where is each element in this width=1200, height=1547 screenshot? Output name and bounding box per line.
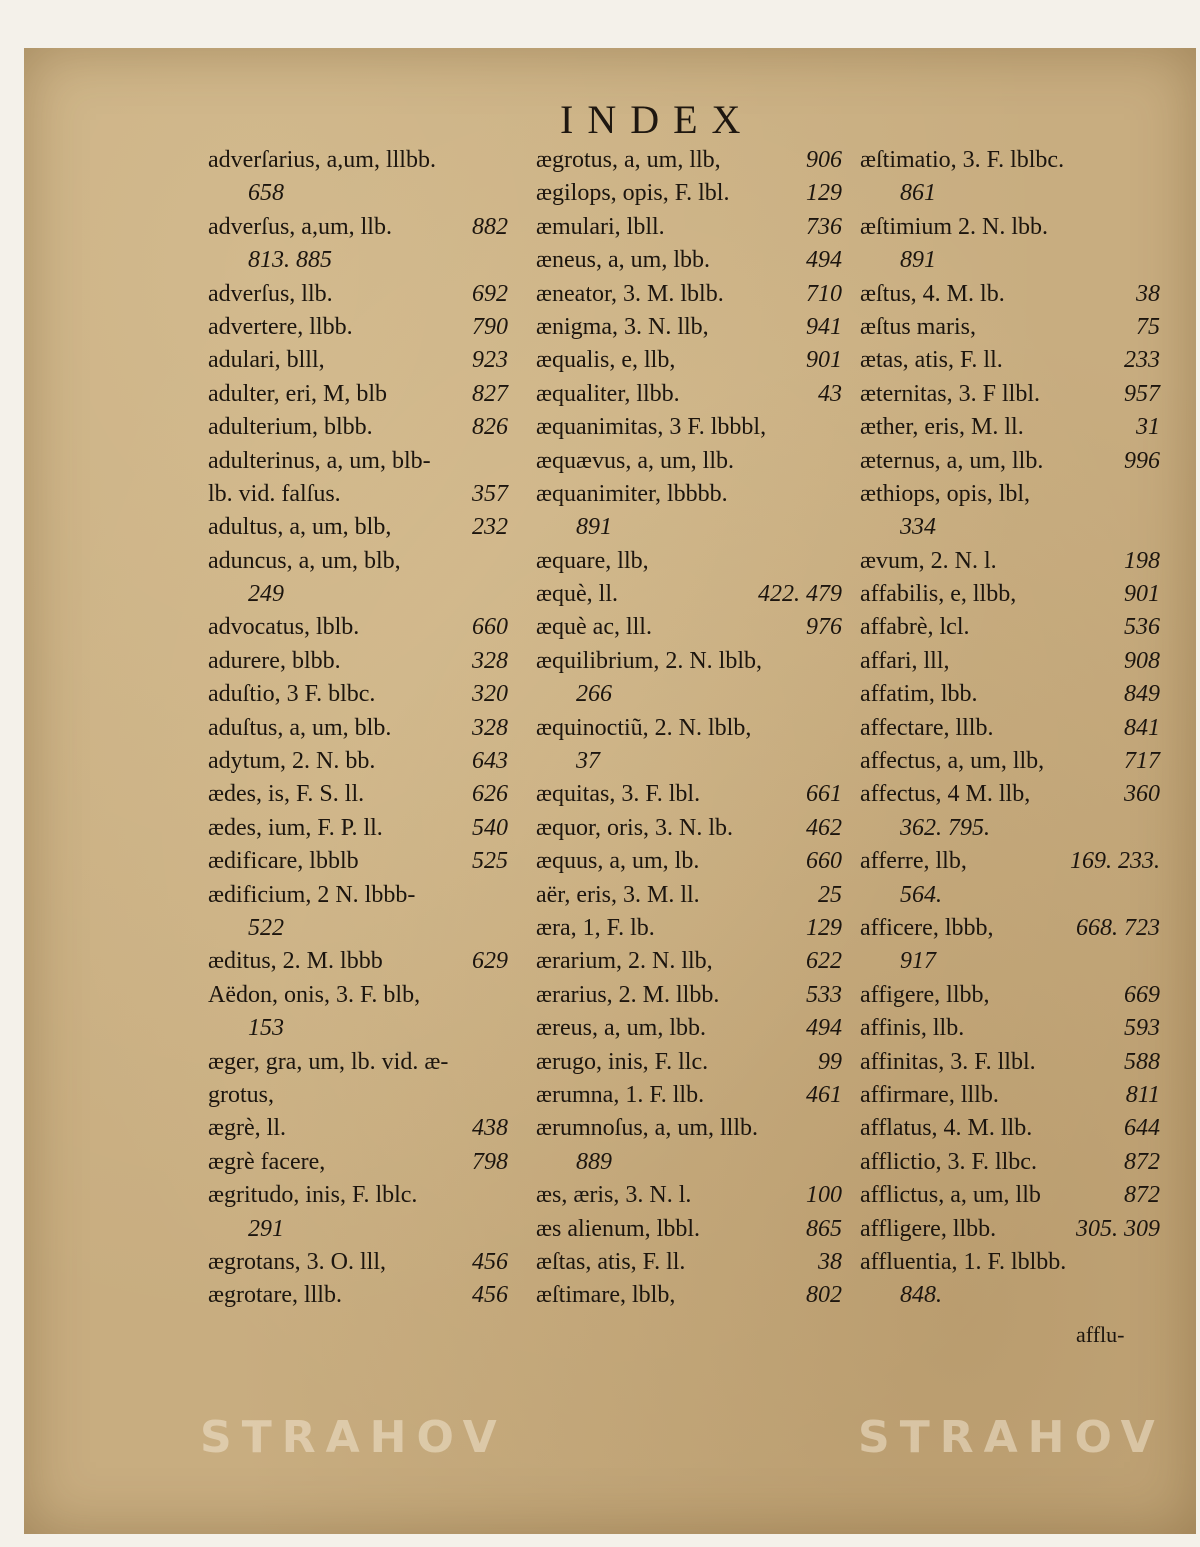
index-entry xyxy=(208,879,508,912)
entry-page-number: 661 xyxy=(806,781,842,808)
index-entry xyxy=(536,578,842,611)
index-entry xyxy=(860,1012,1160,1045)
entry-page-number: 660 xyxy=(806,848,842,875)
index-entry xyxy=(860,144,1160,177)
index-entry xyxy=(208,211,508,244)
entry-page-number: 872 xyxy=(1124,1148,1160,1175)
entry-page-number: 790 xyxy=(472,313,508,340)
entry-page-number: 37 xyxy=(576,748,600,775)
index-entry xyxy=(208,244,508,277)
entry-page-number: 996 xyxy=(1124,447,1160,474)
entry-page-number: 456 xyxy=(472,1248,508,1275)
entry-term: advertere, llbb. xyxy=(208,313,353,340)
entry-term: ætas, atis, F. ll. xyxy=(860,347,1003,374)
entry-term: æſtimium 2. N. lbb. xyxy=(860,213,1049,240)
entry-term: æditus, 2. M. lbbb xyxy=(208,948,383,975)
index-entry xyxy=(860,912,1160,945)
entry-term: æquitas, 3. F. lbl. xyxy=(536,781,701,808)
entry-term: æternus, a, um, llb. xyxy=(860,447,1044,474)
entry-page-number: 198 xyxy=(1124,547,1160,574)
entry-term: ægritudo, inis, F. lblc. xyxy=(208,1182,418,1209)
entry-page-number: 891 xyxy=(576,514,612,541)
index-entry xyxy=(208,478,508,511)
index-entry xyxy=(208,611,508,644)
entry-term: afflictio, 3. F. llbc. xyxy=(860,1148,1037,1175)
index-entry xyxy=(860,344,1160,377)
index-entry xyxy=(208,511,508,544)
index-entry xyxy=(208,177,508,210)
entry-page-number: 462 xyxy=(806,814,842,841)
entry-term: æqualiter, llbb. xyxy=(536,380,680,407)
entry-term: affinitas, 3. F. llbl. xyxy=(860,1048,1036,1075)
index-entry xyxy=(208,545,508,578)
index-entry xyxy=(208,1279,508,1312)
index-entry xyxy=(208,945,508,978)
entry-page-number: 362. 795. xyxy=(900,814,990,841)
entry-term: æquè ac, lll. xyxy=(536,614,652,641)
entry-page-number: 533 xyxy=(806,981,842,1008)
entry-page-number: 811 xyxy=(1125,1081,1160,1108)
entry-term: adulterinus, a, um, blb- xyxy=(208,447,431,474)
index-entry xyxy=(208,1246,508,1279)
entry-page-number: 461 xyxy=(806,1081,842,1108)
entry-page-number: 153 xyxy=(248,1015,284,1042)
entry-term: adulterium, blbb. xyxy=(208,414,373,441)
index-entry xyxy=(536,478,842,511)
entry-page-number: 305. 309 xyxy=(1076,1215,1160,1242)
index-entry xyxy=(860,311,1160,344)
entry-page-number: 692 xyxy=(472,280,508,307)
entry-page-number: 901 xyxy=(806,347,842,374)
entry-page-number: 660 xyxy=(472,614,508,641)
entry-page-number: 717 xyxy=(1124,748,1160,775)
entry-term: æqualis, e, llb, xyxy=(536,347,676,374)
index-entry xyxy=(536,1179,842,1212)
entry-term: affectare, lllb. xyxy=(860,714,994,741)
entry-page-number: 941 xyxy=(806,313,842,340)
entry-page-number: 872 xyxy=(1124,1182,1160,1209)
index-entry xyxy=(208,344,508,377)
index-entry xyxy=(860,812,1160,845)
entry-term: æſtimare, lblb, xyxy=(536,1282,676,1309)
index-entry xyxy=(208,1213,508,1246)
index-entry xyxy=(536,979,842,1012)
index-entry xyxy=(536,244,842,277)
index-entry xyxy=(536,678,842,711)
index-entry xyxy=(208,912,508,945)
index-entry xyxy=(208,712,508,745)
index-entry xyxy=(208,812,508,845)
entry-term: ærumna, 1. F. llb. xyxy=(536,1081,705,1108)
index-entry xyxy=(860,712,1160,745)
entry-term: æquanimitas, 3 F. lbbbl, xyxy=(536,414,767,441)
entry-page-number: 320 xyxy=(472,681,508,708)
watermark-left: STRAHOV xyxy=(200,1412,507,1463)
entry-page-number: 849 xyxy=(1124,681,1160,708)
index-entry xyxy=(860,778,1160,811)
entry-term: affirmare, lllb. xyxy=(860,1081,999,1108)
index-entry xyxy=(860,879,1160,912)
entry-term: lb. vid. falſus. xyxy=(208,480,341,507)
entry-term: æs alienum, lbbl. xyxy=(536,1215,700,1242)
entry-page-number: 861 xyxy=(900,180,936,207)
entry-page-number: 456 xyxy=(472,1282,508,1309)
entry-page-number: 891 xyxy=(900,247,936,274)
entry-term: adulter, eri, M, blb xyxy=(208,380,387,407)
entry-page-number: 233 xyxy=(1124,347,1160,374)
entry-term: adulari, blll, xyxy=(208,347,325,374)
index-entry xyxy=(860,177,1160,210)
entry-page-number: 593 xyxy=(1124,1015,1160,1042)
entry-page-number: 827 xyxy=(472,380,508,407)
entry-term: ægrè facere, xyxy=(208,1148,326,1175)
index-entry xyxy=(860,211,1160,244)
index-entry xyxy=(536,1012,842,1045)
entry-term: æquor, oris, 3. N. lb. xyxy=(536,814,734,841)
entry-page-number: 38 xyxy=(1136,280,1160,307)
index-entry xyxy=(536,845,842,878)
index-entry xyxy=(536,278,842,311)
entry-term: æquinoctiũ, 2. N. lblb, xyxy=(536,714,752,741)
index-entry xyxy=(208,1012,508,1045)
entry-page-number: 736 xyxy=(806,213,842,240)
entry-term: adverſarius, a,um, lllbb. xyxy=(208,147,436,173)
watermark-right: STRAHOV xyxy=(858,1412,1165,1463)
entry-term: ævum, 2. N. l. xyxy=(860,547,997,574)
index-entry xyxy=(536,1112,842,1145)
entry-term: ægrè, ll. xyxy=(208,1115,286,1142)
index-entry xyxy=(536,311,842,344)
index-entry xyxy=(860,545,1160,578)
entry-page-number: 658 xyxy=(248,180,284,207)
entry-page-number: 908 xyxy=(1124,647,1160,674)
entry-term: æſtas, atis, F. ll. xyxy=(536,1248,686,1275)
index-entry xyxy=(860,979,1160,1012)
entry-term: æneator, 3. M. lblb. xyxy=(536,280,724,307)
entry-term: ægilops, opis, F. lbl. xyxy=(536,180,730,207)
index-entry xyxy=(860,1213,1160,1246)
entry-page-number: 38 xyxy=(818,1248,842,1275)
entry-term: adultus, a, um, blb, xyxy=(208,514,392,541)
index-entry xyxy=(860,1279,1160,1312)
entry-term: affatim, lbb. xyxy=(860,681,978,708)
index-entry xyxy=(208,745,508,778)
index-entry xyxy=(536,1213,842,1246)
index-entry xyxy=(860,278,1160,311)
index-column-3 xyxy=(860,144,1160,1313)
index-entry xyxy=(536,411,842,444)
index-entry xyxy=(860,845,1160,878)
entry-page-number: 540 xyxy=(472,814,508,841)
index-entry xyxy=(536,511,842,544)
entry-term: ægrotus, a, um, llb, xyxy=(536,147,721,173)
entry-page-number: 43 xyxy=(818,380,842,407)
entry-term: aduncus, a, um, blb, xyxy=(208,547,401,574)
entry-page-number: 976 xyxy=(806,614,842,641)
entry-page-number: 75 xyxy=(1136,313,1160,340)
entry-term: ænigma, 3. N. llb, xyxy=(536,313,709,340)
entry-page-number: 360 xyxy=(1124,781,1160,808)
entry-page-number: 291 xyxy=(248,1215,284,1242)
entry-page-number: 536 xyxy=(1124,614,1160,641)
entry-term: æs, æris, 3. N. l. xyxy=(536,1182,692,1209)
entry-page-number: 889 xyxy=(576,1148,612,1175)
index-entry xyxy=(536,712,842,745)
index-entry xyxy=(208,578,508,611)
entry-term: affigere, llbb, xyxy=(860,981,990,1008)
entry-term: aër, eris, 3. M. ll. xyxy=(536,881,700,908)
entry-term: æger, gra, um, lb. vid. æ- xyxy=(208,1048,449,1075)
catchword: afflu- xyxy=(1076,1322,1125,1347)
page-title: INDEX xyxy=(560,97,755,142)
entry-term: ædes, ium, F. P. ll. xyxy=(208,814,383,841)
entry-term: affligere, llbb. xyxy=(860,1215,997,1242)
index-entry xyxy=(536,611,842,644)
index-entry xyxy=(208,645,508,678)
index-entry xyxy=(536,945,842,978)
entry-term: ædificare, lbblb xyxy=(208,848,359,875)
entry-page-number: 525 xyxy=(472,848,508,875)
index-entry xyxy=(536,745,842,778)
index-entry xyxy=(860,1112,1160,1145)
entry-page-number: 865 xyxy=(806,1215,842,1242)
entry-term: ærumnoſus, a, um, lllb. xyxy=(536,1115,758,1142)
entry-page-number: 249 xyxy=(248,581,284,608)
entry-term: æquare, llb, xyxy=(536,547,649,574)
index-entry xyxy=(860,945,1160,978)
entry-page-number: 266 xyxy=(576,681,612,708)
entry-term: æmulari, lbll. xyxy=(536,213,665,240)
index-entry xyxy=(536,1279,842,1312)
index-entry xyxy=(536,144,842,177)
index-entry xyxy=(536,378,842,411)
index-entry xyxy=(208,278,508,311)
index-entry xyxy=(860,1179,1160,1212)
entry-term: æſtus, 4. M. lb. xyxy=(860,280,1005,307)
entry-page-number: 129 xyxy=(806,914,842,941)
entry-term: afflictus, a, um, llb xyxy=(860,1182,1041,1209)
index-entry xyxy=(536,211,842,244)
entry-page-number: 328 xyxy=(472,647,508,674)
entry-term: æra, 1, F. lb. xyxy=(536,914,655,941)
index-entry xyxy=(536,879,842,912)
entry-page-number: 643 xyxy=(472,748,508,775)
entry-page-number: 564. xyxy=(900,881,942,908)
entry-term: ægrotans, 3. O. lll, xyxy=(208,1248,386,1275)
index-entry xyxy=(208,1112,508,1145)
index-entry xyxy=(536,445,842,478)
index-entry xyxy=(208,778,508,811)
entry-term: affluentia, 1. F. lblbb. xyxy=(860,1248,1067,1275)
index-entry xyxy=(860,1079,1160,1112)
entry-page-number: 422. 479 xyxy=(758,581,842,608)
entry-term: æquilibrium, 2. N. lblb, xyxy=(536,647,763,674)
entry-page-number: 906 xyxy=(806,147,842,173)
entry-page-number: 31 xyxy=(1136,414,1160,441)
entry-term: affectus, 4 M. llb, xyxy=(860,781,1031,808)
index-entry xyxy=(536,1046,842,1079)
entry-term: æthiops, opis, lbl, xyxy=(860,480,1031,507)
entry-term: adurere, blbb. xyxy=(208,647,341,674)
index-entry xyxy=(208,845,508,878)
entry-term: grotus, xyxy=(208,1081,274,1108)
entry-page-number: 710 xyxy=(806,280,842,307)
entry-term: ægrotare, lllb. xyxy=(208,1282,342,1309)
entry-page-number: 669 xyxy=(1124,981,1160,1008)
entry-page-number: 882 xyxy=(472,213,508,240)
index-entry xyxy=(208,311,508,344)
entry-term: ærarius, 2. M. llbb. xyxy=(536,981,720,1008)
entry-term: æternitas, 3. F llbl. xyxy=(860,380,1040,407)
index-entry xyxy=(208,1046,508,1079)
entry-term: adverſus, a,um, llb. xyxy=(208,213,392,240)
index-entry xyxy=(860,1146,1160,1179)
index-entry xyxy=(536,778,842,811)
index-entry xyxy=(208,411,508,444)
entry-page-number: 802 xyxy=(806,1282,842,1309)
index-column-1 xyxy=(208,144,508,1313)
entry-page-number: 923 xyxy=(472,347,508,374)
entry-term: affabrè, lcl. xyxy=(860,614,970,641)
index-entry xyxy=(860,378,1160,411)
entry-term: afferre, llb, xyxy=(860,848,967,875)
index-entry xyxy=(536,1079,842,1112)
index-entry xyxy=(208,979,508,1012)
index-entry xyxy=(536,344,842,377)
index-entry xyxy=(536,1246,842,1279)
entry-page-number: 848. xyxy=(900,1282,942,1309)
entry-page-number: 826 xyxy=(472,414,508,441)
entry-term: ædificium, 2 N. lbbb- xyxy=(208,881,416,908)
entry-term: affinis, llb. xyxy=(860,1015,965,1042)
index-entry xyxy=(860,578,1160,611)
entry-term: æquanimiter, lbbbb. xyxy=(536,480,728,507)
entry-page-number: 813. 885 xyxy=(248,247,332,274)
entry-page-number: 522 xyxy=(248,914,284,941)
entry-term: adytum, 2. N. bb. xyxy=(208,748,376,775)
entry-page-number: 328 xyxy=(472,714,508,741)
entry-page-number: 626 xyxy=(472,781,508,808)
index-entry xyxy=(860,445,1160,478)
index-entry xyxy=(860,745,1160,778)
entry-page-number: 438 xyxy=(472,1115,508,1142)
entry-page-number: 644 xyxy=(1124,1115,1160,1142)
index-entry xyxy=(536,645,842,678)
entry-term: affabilis, e, llbb, xyxy=(860,581,1017,608)
index-entry xyxy=(860,645,1160,678)
index-entry xyxy=(860,478,1160,511)
index-column-2 xyxy=(536,144,842,1313)
index-entry xyxy=(860,1046,1160,1079)
entry-page-number: 957 xyxy=(1124,380,1160,407)
entry-term: afflatus, 4. M. llb. xyxy=(860,1115,1033,1142)
index-entry xyxy=(208,1146,508,1179)
entry-page-number: 588 xyxy=(1124,1048,1160,1075)
index-entry xyxy=(860,678,1160,711)
index-entry xyxy=(208,1079,508,1112)
entry-term: æquè, ll. xyxy=(536,581,618,608)
entry-term: æreus, a, um, lbb. xyxy=(536,1015,706,1042)
entry-term: affari, lll, xyxy=(860,647,950,674)
index-entry xyxy=(536,912,842,945)
index-entry xyxy=(208,445,508,478)
entry-term: Aëdon, onis, 3. F. blb, xyxy=(208,981,421,1008)
entry-term: advocatus, lblb. xyxy=(208,614,360,641)
entry-page-number: 25 xyxy=(818,881,842,908)
entry-page-number: 798 xyxy=(472,1148,508,1175)
entry-term: æſtus maris, xyxy=(860,313,977,340)
entry-term: æneus, a, um, lbb. xyxy=(536,247,710,274)
entry-page-number: 668. 723 xyxy=(1076,914,1160,941)
index-entry xyxy=(208,678,508,711)
index-entry xyxy=(860,1246,1160,1279)
entry-term: affectus, a, um, llb, xyxy=(860,748,1045,775)
index-entry xyxy=(208,144,508,177)
entry-page-number: 494 xyxy=(806,1015,842,1042)
index-entry xyxy=(536,545,842,578)
entry-term: aduſtus, a, um, blb. xyxy=(208,714,392,741)
entry-page-number: 357 xyxy=(472,480,508,507)
index-entry xyxy=(860,611,1160,644)
entry-term: adverſus, llb. xyxy=(208,280,333,307)
entry-term: æſtimatio, 3. F. lblbc. xyxy=(860,147,1065,173)
index-entry xyxy=(536,177,842,210)
index-entry xyxy=(208,1179,508,1212)
entry-page-number: 100 xyxy=(806,1182,842,1209)
entry-page-number: 629 xyxy=(472,948,508,975)
entry-term: æquævus, a, um, llb. xyxy=(536,447,735,474)
entry-term: afficere, lbbb, xyxy=(860,914,994,941)
entry-term: ædes, is, F. S. ll. xyxy=(208,781,365,808)
entry-term: ærugo, inis, F. llc. xyxy=(536,1048,709,1075)
index-entry xyxy=(860,244,1160,277)
index-entry xyxy=(860,411,1160,444)
index-entry xyxy=(208,378,508,411)
entry-term: ærarium, 2. N. llb, xyxy=(536,948,713,975)
entry-page-number: 841 xyxy=(1124,714,1160,741)
index-entry xyxy=(860,511,1160,544)
index-entry xyxy=(536,812,842,845)
entry-page-number: 494 xyxy=(806,247,842,274)
entry-page-number: 901 xyxy=(1124,581,1160,608)
entry-page-number: 232 xyxy=(472,514,508,541)
entry-term: æther, eris, M. ll. xyxy=(860,414,1024,441)
entry-page-number: 129 xyxy=(806,180,842,207)
entry-term: æquus, a, um, lb. xyxy=(536,848,700,875)
entry-page-number: 169. 233. xyxy=(1070,848,1160,875)
entry-page-number: 917 xyxy=(900,948,936,975)
entry-page-number: 99 xyxy=(818,1048,842,1075)
entry-page-number: 622 xyxy=(806,948,842,975)
index-entry xyxy=(536,1146,842,1179)
entry-page-number: 334 xyxy=(900,514,936,541)
entry-term: aduſtio, 3 F. blbc. xyxy=(208,681,376,708)
